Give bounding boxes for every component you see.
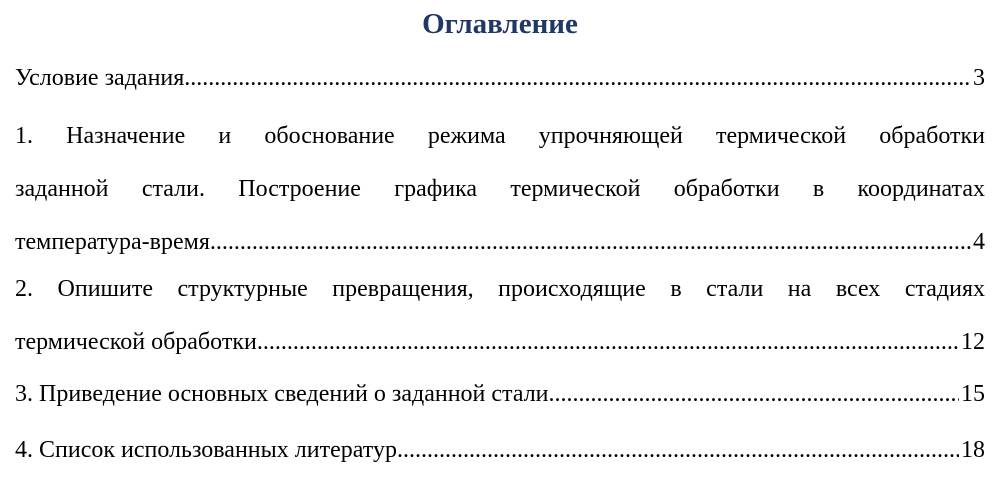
toc-entry-line — [15, 316, 985, 369]
toc-entry-line — [15, 368, 985, 421]
toc-entry-line — [15, 216, 985, 269]
toc-page-number: 4 — [973, 229, 985, 255]
toc-entry-conditions[interactable] — [15, 52, 985, 105]
toc-entry-section-1[interactable] — [15, 110, 985, 269]
toc-entry-text: Условие задания — [15, 65, 185, 91]
toc-entry-text: температура-время. — [15, 229, 216, 255]
toc-entry-text: 3. Приведение основных сведений о заданной стали — [15, 381, 549, 407]
toc-entry-line — [15, 52, 985, 105]
toc-page-number: 12 — [961, 329, 985, 355]
toc-entry-line: заданной стали. Построение графика термической обработки в координатах — [15, 176, 985, 202]
toc-dot-leader — [216, 216, 971, 269]
toc-entry-section-4[interactable] — [15, 424, 985, 477]
toc-dot-leader — [263, 316, 959, 369]
toc-entry-text: 4. Список использованных литератур — [15, 437, 397, 463]
toc-entry-section-2[interactable] — [15, 263, 985, 369]
toc-dot-leader — [397, 424, 959, 477]
toc-dot-leader — [184, 52, 971, 105]
toc-dot-leader — [549, 368, 959, 421]
toc-page-number: 3 — [973, 65, 985, 91]
toc-entry-line — [15, 424, 985, 477]
toc-entry-line: 1. Назначение и обоснование режима упрочняющей термической обработки — [15, 123, 985, 149]
toc-entry-section-3[interactable] — [15, 368, 985, 421]
toc-page-number: 15 — [961, 381, 985, 407]
toc-entry-line: 2. Опишите структурные превращения, происходящие в стали на всех стадиях — [15, 276, 985, 302]
toc-entry-text: термической обработки. — [15, 329, 263, 355]
toc-title: Оглавление — [422, 8, 578, 40]
toc-page-number: 18 — [961, 437, 985, 463]
